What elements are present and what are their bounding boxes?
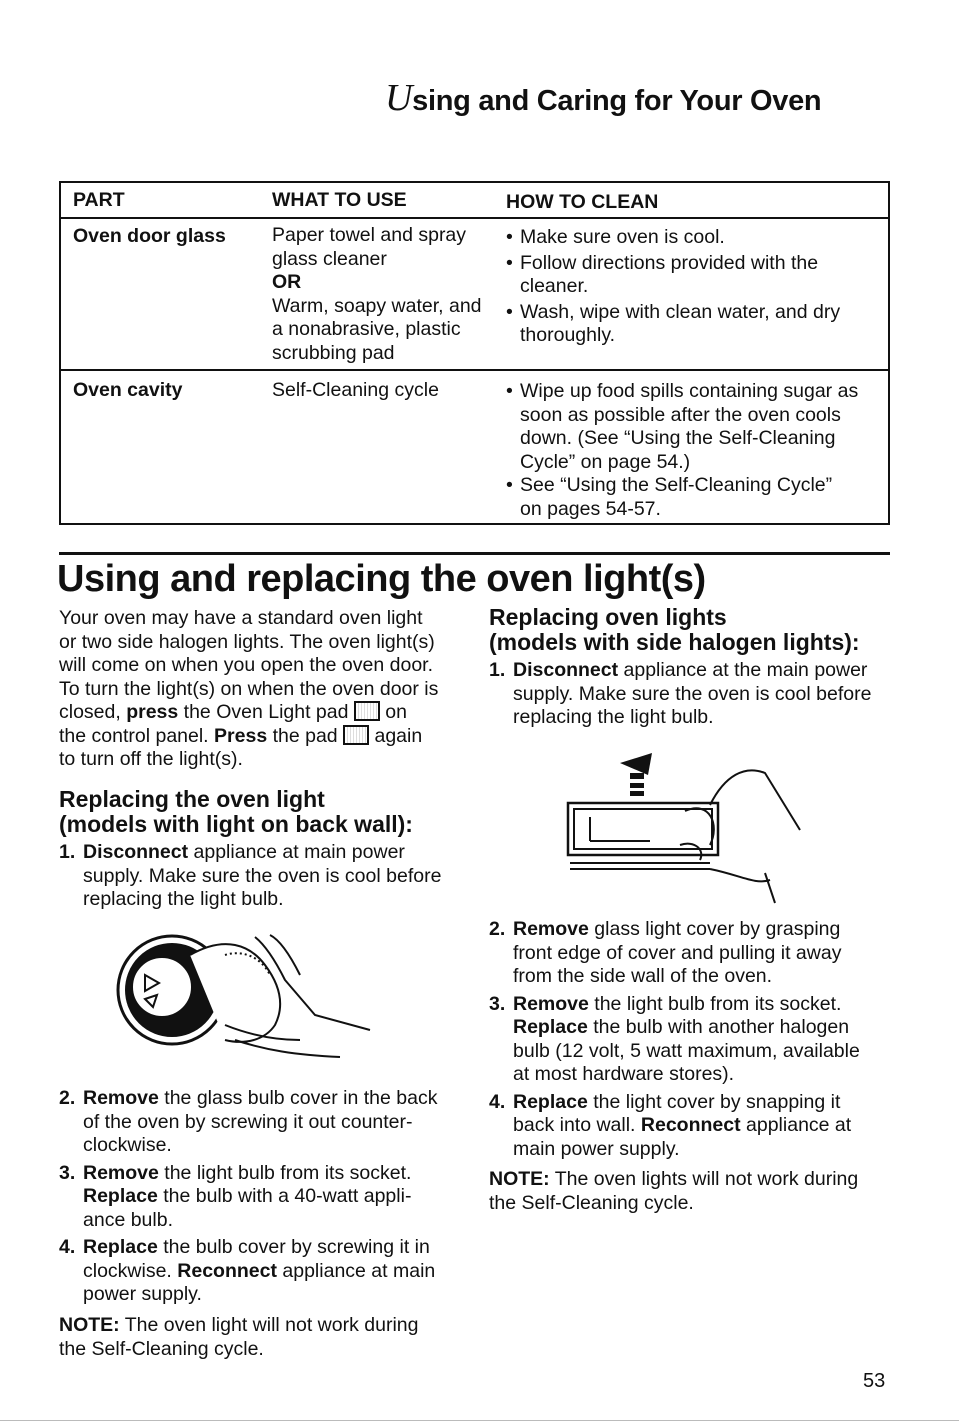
page-number: 53: [863, 1370, 886, 1392]
what-line: glass cleaner: [272, 247, 387, 270]
oven-light-pad-icon: [343, 725, 369, 745]
header-drop-cap: U: [385, 77, 413, 119]
table-header-divider: [61, 217, 888, 219]
row-what-oven-cavity: Self-Cleaning cycle: [272, 379, 439, 401]
left-note: NOTE: The oven light will not work during the Self-Cleaning cycle.: [59, 1314, 419, 1360]
row-how-oven-door-glass: [506, 226, 886, 348]
right-subheading: Replacing oven lights (models with side halogen lights):: [489, 604, 860, 655]
left-steps-2: [59, 1087, 459, 1307]
col-header-how: HOW TO CLEAN: [506, 191, 659, 213]
back-wall-bulb-illustration: [75, 925, 385, 1075]
step-item: 2. Remove glass light cover by grasping front edge of cover and pulling it away from the side wall of the oven.: [489, 918, 842, 987]
how-bullet: • Make sure oven is cool.: [506, 226, 886, 250]
row-part-oven-cavity: Oven cavity: [73, 379, 183, 401]
how-bullet: • See “Using the Self-Cleaning Cycle” on pages 54-57.: [506, 474, 886, 521]
step-item: 4. Replace the bulb cover by screwing it in clockwise. Reconnect appliance at main power supply.: [59, 1236, 436, 1305]
intro-paragraph: Your oven may have a standard oven light or two side halogen lights. The oven light(s) will come on when you open the oven door. To turn the light(s) on when the oven door is closed, press the Oven Light pad on the control panel. Press the pad again to turn off the light(s).: [59, 607, 439, 770]
what-line: scrubbing pad: [272, 341, 395, 364]
right-steps-2: [489, 918, 889, 1161]
left-subheading: Replacing the oven light (models with light on back wall):: [59, 786, 413, 837]
or-label: OR: [272, 271, 302, 293]
row-how-oven-cavity: [506, 380, 886, 521]
table-row-divider: [61, 369, 888, 371]
right-steps-1: [489, 659, 889, 730]
what-line: Warm, soapy water, and: [272, 294, 482, 317]
cleaning-table: [59, 181, 890, 525]
right-note: NOTE: The oven lights will not work during the Self-Cleaning cycle.: [489, 1168, 859, 1214]
col-header-part: PART: [73, 189, 125, 211]
section-title: Using and replacing the oven light(s): [57, 558, 706, 600]
section-rule: [59, 552, 890, 555]
step-item: 1. Disconnect appliance at main power supply. Make sure the oven is cool before replacing the light bulb.: [59, 841, 442, 910]
how-bullet: • Follow directions provided with the cleaner.: [506, 252, 886, 299]
oven-light-pad-icon: [354, 701, 380, 721]
step-item: 3. Remove the light bulb from its socket. Replace the bulb with another halogen bulb (12 volt, 5 watt maximum, available at most hardware stores).: [489, 992, 860, 1085]
row-part-oven-door-glass: Oven door glass: [73, 225, 226, 247]
row-what-oven-door-glass: [272, 224, 502, 365]
how-bullet: • Wash, wipe with clean water, and dry thoroughly.: [506, 301, 886, 348]
header-title: sing and Caring for Your Oven: [412, 85, 822, 117]
bottom-scan-line: [0, 1420, 959, 1421]
step-item: 3. Remove the light bulb from its socket. Replace the bulb with a 40-watt appli- ance bulb.: [59, 1161, 412, 1231]
side-halogen-light-illustration: [560, 745, 820, 905]
step-item: 2. Remove the glass bulb cover in the back of the oven by screwing it out counter- clockwise.: [59, 1087, 438, 1156]
what-line: Paper towel and spray: [272, 224, 467, 246]
left-steps-1: [59, 841, 459, 912]
col-header-what: WHAT TO USE: [272, 189, 407, 211]
step-item: 1. Disconnect appliance at the main power supply. Make sure the oven is cool before replacing the light bulb.: [489, 659, 872, 728]
step-item: 4. Replace the light cover by snapping it back into wall. Reconnect appliance at main power supply.: [489, 1090, 852, 1160]
what-line: a nonabrasive, plastic: [272, 318, 461, 340]
how-bullet: • Wipe up food spills containing sugar as soon as possible after the oven cools down. (See “Using the Self-Cleaning Cycle” on page 54.): [506, 380, 886, 474]
page-header: [385, 76, 821, 120]
